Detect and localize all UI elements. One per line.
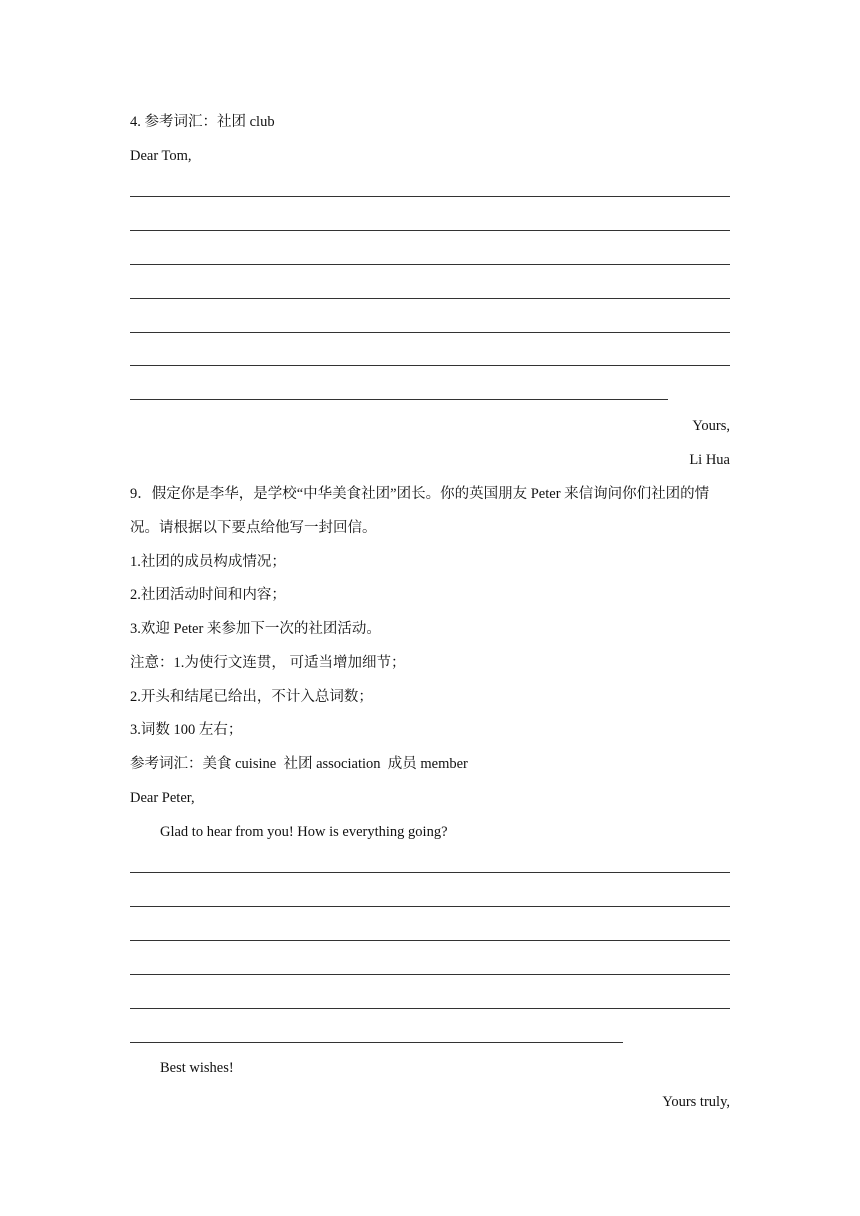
answer-line bbox=[130, 230, 730, 231]
answer-line-short bbox=[130, 1042, 623, 1043]
q9-point-1: 1.社团的成员构成情况； bbox=[130, 554, 286, 570]
answer-line bbox=[130, 365, 730, 366]
letter2-wishes: Best wishes! bbox=[160, 1060, 234, 1076]
letter1-signature: Li Hua bbox=[689, 452, 730, 468]
answer-line bbox=[130, 298, 730, 299]
q9-note-3: 3.词数 100 左右； bbox=[130, 722, 243, 738]
answer-line bbox=[130, 974, 730, 975]
answer-line bbox=[130, 196, 730, 197]
answer-line bbox=[130, 1008, 730, 1009]
letter2-closing: Yours truly, bbox=[662, 1094, 730, 1110]
q9-point-3: 3.欢迎 Peter 来参加下一次的社团活动。 bbox=[130, 621, 381, 637]
answer-line bbox=[130, 332, 730, 333]
q9-point-2: 2.社团活动时间和内容； bbox=[130, 587, 286, 603]
answer-line bbox=[130, 264, 730, 265]
letter1-closing: Yours, bbox=[692, 418, 730, 434]
answer-line-short bbox=[130, 399, 668, 400]
answer-line bbox=[130, 872, 730, 873]
q9-prompt: 9．假定你是李华，是学校“中华美食社团”团长。你的英国朋友 Peter 来信询问你们社团的情况。请根据以下要点给他写一封回信。 bbox=[130, 486, 710, 536]
letter2-greeting: Dear Peter, bbox=[130, 790, 195, 806]
letter1-greeting: Dear Tom, bbox=[130, 148, 192, 164]
q4-header: 4. 参考词汇：社团 club bbox=[130, 114, 275, 130]
q9-note-2: 2.开头和结尾已给出，不计入总词数； bbox=[130, 689, 373, 705]
q9-vocab: 参考词汇：美食 cuisine 社团 association 成员 member bbox=[130, 756, 468, 772]
q9-note-1: 注意：1.为使行文连贯， 可适当增加细节； bbox=[130, 655, 406, 671]
letter2-opening: Glad to hear from you! How is everything going? bbox=[160, 824, 448, 840]
answer-line bbox=[130, 940, 730, 941]
answer-line bbox=[130, 906, 730, 907]
